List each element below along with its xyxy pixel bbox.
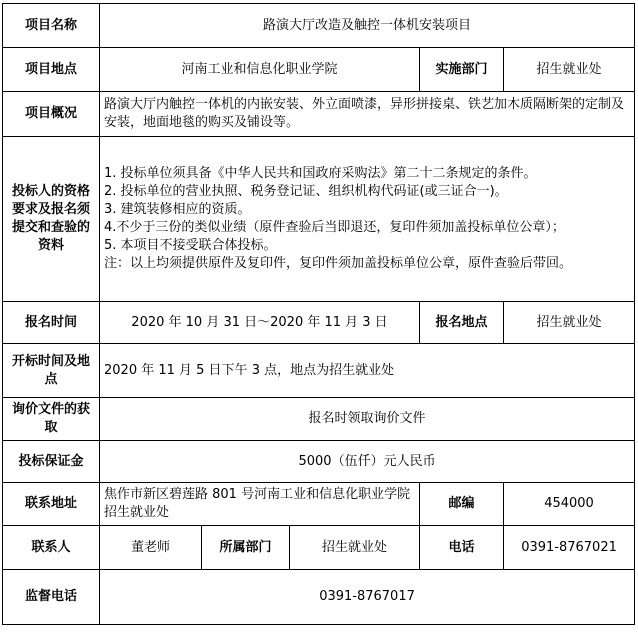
label-project-location: 项目地点	[3, 48, 100, 92]
row-overview	[3, 92, 635, 137]
value-phone: 0391-8767021	[504, 526, 635, 570]
label-contact-dept: 所属部门	[202, 526, 290, 570]
value-contact-dept: 招生就业处	[290, 526, 420, 570]
requirement-item-5: 5. 本项目不接受联合体投标。	[104, 238, 277, 253]
label-address: 联系地址	[3, 483, 100, 526]
value-registration-place: 招生就业处	[504, 302, 635, 344]
value-bid-opening: 2020 年 11 月 5 日下午 3 点，地点为招生就业处	[100, 344, 635, 398]
label-overview: 项目概况	[3, 92, 100, 137]
label-requirements: 投标人的资格要求及报名须提交和查验的资料	[3, 137, 100, 302]
value-deposit: 5000（伍仟）元人民币	[100, 441, 635, 483]
row-project-location	[3, 48, 635, 92]
label-deposit: 投标保证金	[3, 441, 100, 483]
value-project-name: 路演大厅改造及触控一体机安装项目	[100, 4, 635, 48]
value-requirements	[100, 137, 635, 302]
label-supervision-phone: 监督电话	[3, 570, 100, 625]
row-inquiry-doc	[3, 398, 635, 441]
row-address	[3, 483, 635, 526]
value-overview: 路演大厅内触控一体机的内嵌安装、外立面喷漆，异形拼接桌、铁艺加木质隔断架的定制及安装，地面地毯的购买及铺设等。	[100, 92, 635, 137]
requirement-item-2: 2. 投标单位的营业执照、税务登记证、组织机构代码证(或三证合一)。	[104, 184, 508, 199]
label-bid-opening: 开标时间及地点	[3, 344, 100, 398]
row-project-name	[3, 4, 635, 48]
row-bid-opening	[3, 344, 635, 398]
value-contact: 董老师	[100, 526, 202, 570]
label-registration-time: 报名时间	[3, 302, 100, 344]
value-zip: 454000	[504, 483, 635, 526]
requirement-item-1: 1. 投标单位须具备《中华人民共和国政府采购法》第二十二条规定的条件。	[104, 166, 537, 181]
value-inquiry-doc: 报名时领取询价文件	[100, 398, 635, 441]
value-supervision-phone: 0391-8767017	[100, 570, 635, 625]
label-registration-place: 报名地点	[420, 302, 504, 344]
requirement-item-3: 3. 建筑装修相应的资质。	[104, 202, 251, 217]
project-info-table	[2, 3, 635, 625]
label-zip: 邮编	[420, 483, 504, 526]
row-supervision	[3, 570, 635, 625]
value-registration-time: 2020 年 10 月 31 日～2020 年 11 月 3 日	[100, 302, 420, 344]
label-contact: 联系人	[3, 526, 100, 570]
value-address: 焦作市新区碧莲路 801 号河南工业和信息化职业学院招生就业处	[100, 483, 420, 526]
requirement-note: 注：以上均须提供原件及复印件，复印件须加盖投标单位公章，原件查验后带回。	[104, 256, 573, 271]
label-implementing-dept: 实施部门	[420, 48, 504, 92]
label-project-name: 项目名称	[3, 4, 100, 48]
row-deposit	[3, 441, 635, 483]
row-registration	[3, 302, 635, 344]
row-requirements	[3, 137, 635, 302]
row-contact	[3, 526, 635, 570]
label-phone: 电话	[420, 526, 504, 570]
label-inquiry-doc: 询价文件的获取	[3, 398, 100, 441]
requirement-item-4: 4.不少于三份的类似业绩（原件查验后当即退还，复印件须加盖投标单位公章）；	[104, 220, 565, 235]
value-implementing-dept: 招生就业处	[504, 48, 635, 92]
value-project-location: 河南工业和信息化职业学院	[100, 48, 420, 92]
